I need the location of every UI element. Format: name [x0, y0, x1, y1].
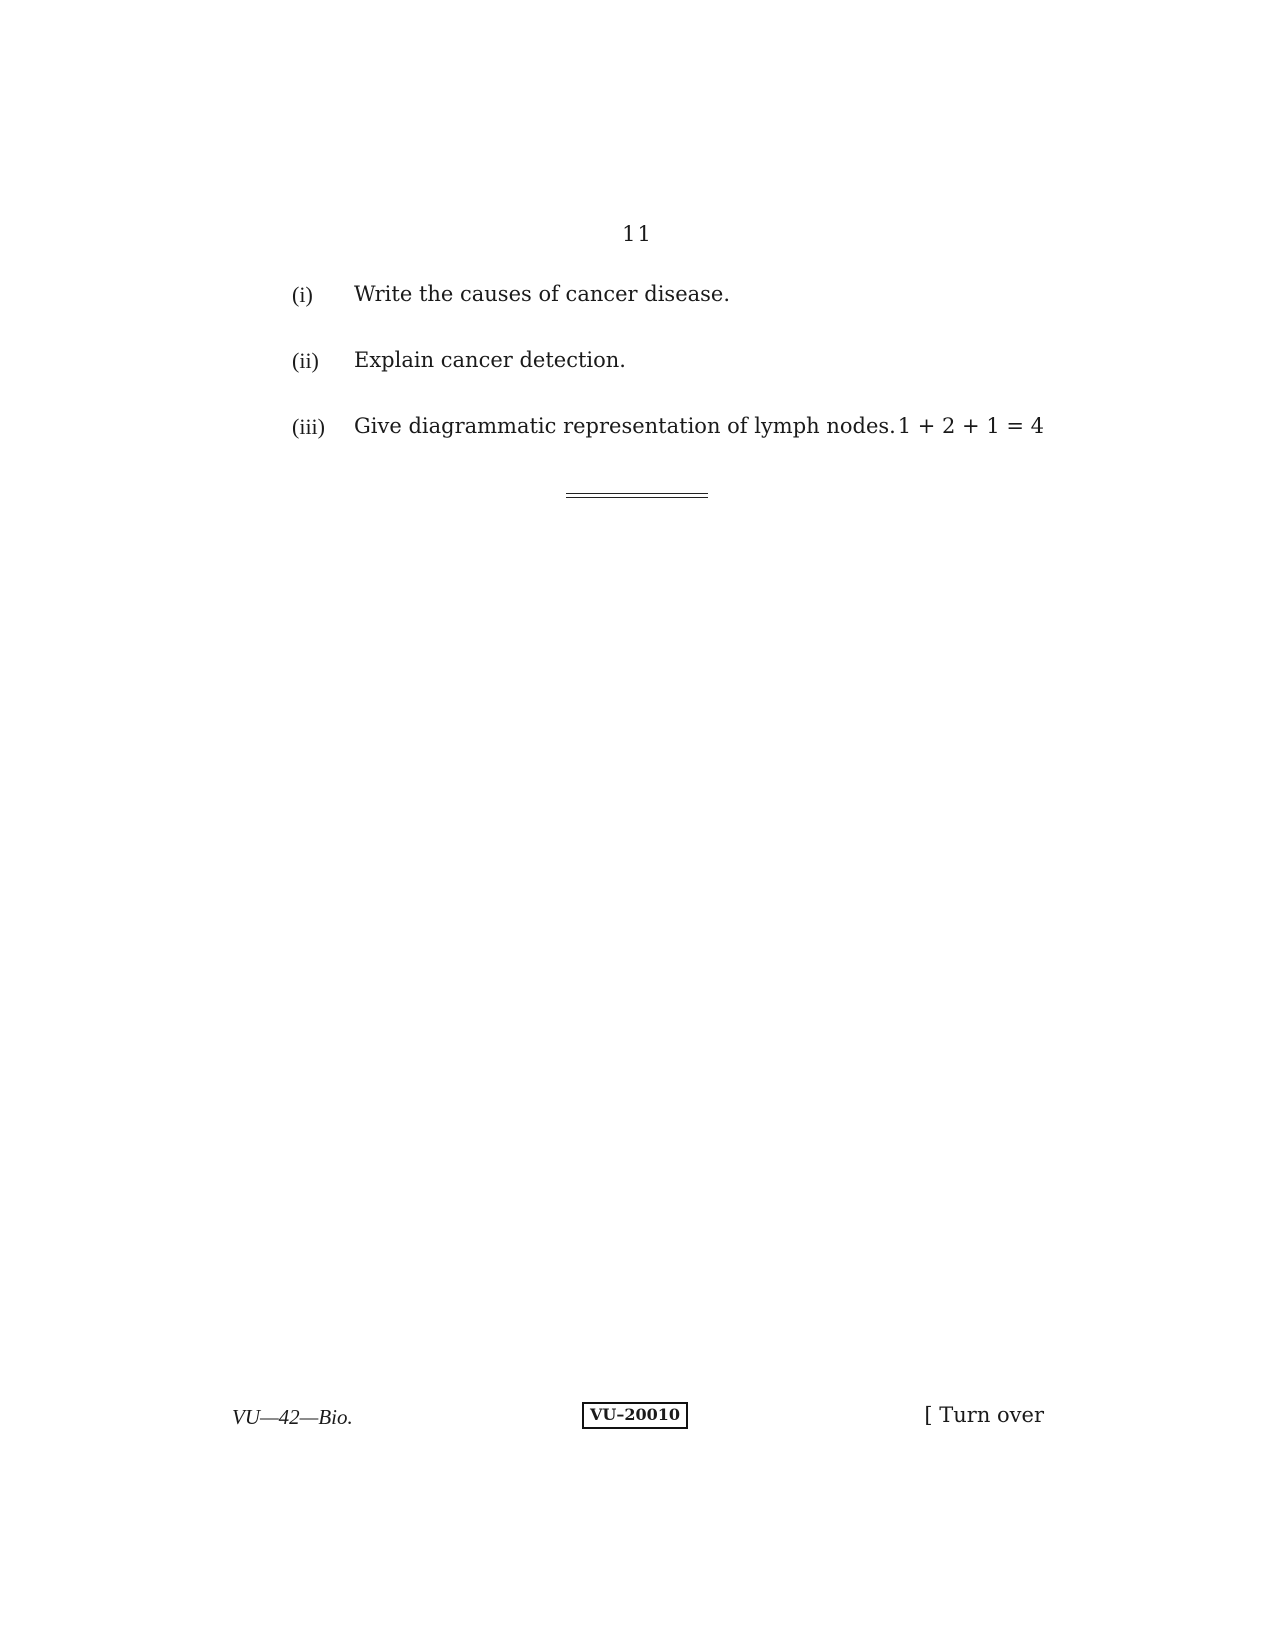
page-footer [232, 1402, 1044, 1432]
page-number: 11 [622, 222, 653, 246]
question-text: Explain cancer detection. [354, 348, 626, 372]
question-number: (i) [292, 282, 313, 307]
turn-over-note: [ Turn over [924, 1403, 1044, 1427]
question-number: (iii) [292, 414, 325, 439]
paper-reference: VU—42—Bio. [232, 1405, 353, 1429]
question-text: Write the causes of cancer disease. [354, 282, 731, 306]
question-item [292, 348, 1044, 414]
question-text: Give diagrammatic representation of lymph nodes. [354, 414, 896, 438]
question-list [292, 282, 1044, 480]
end-of-section-double-rule [566, 493, 708, 498]
question-number: (ii) [292, 348, 319, 373]
question-item [292, 414, 1044, 480]
paper-code-box: VU–20010 [582, 1402, 688, 1429]
question-item [292, 282, 1044, 348]
marks-allocation: 1 + 2 + 1 = 4 [897, 414, 1044, 438]
